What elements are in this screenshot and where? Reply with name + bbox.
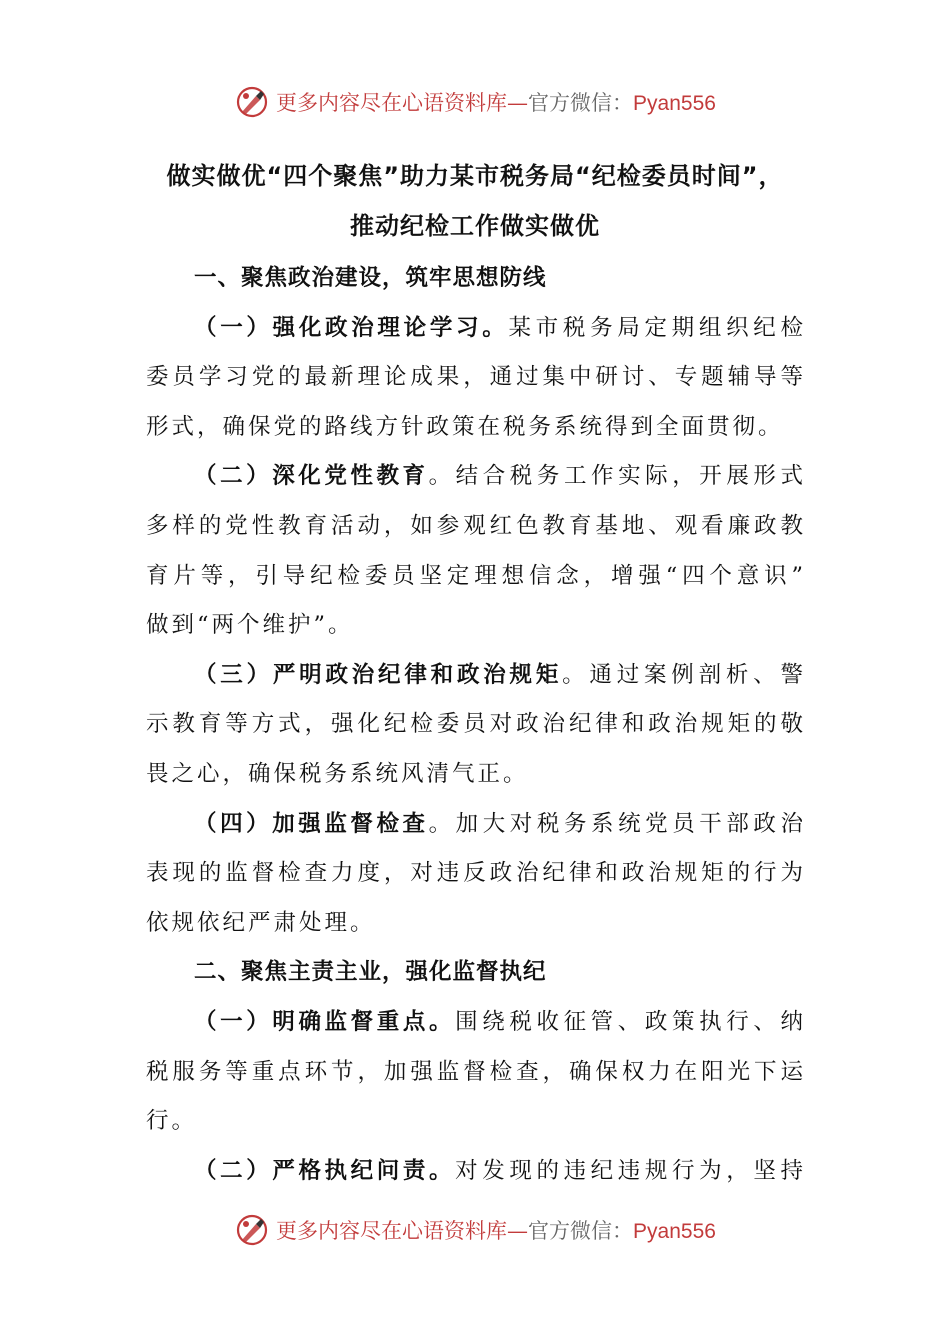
- paragraph-line: 形式，确保党的路线方针政策在税务系统得到全面贯彻。: [146, 413, 784, 440]
- paragraph-line: 表现的监督检查力度，对违反政治纪律和政治规矩的行为: [146, 860, 806, 887]
- paragraph-text: 。通过案例剖析、警: [562, 661, 806, 688]
- paragraph-text: 对发现的违纪违规行为，坚持: [455, 1157, 806, 1184]
- document-title-line1: 做实做优“四个聚焦”助力某市税务局“纪检委员时间”，: [166, 162, 784, 190]
- watermark-dash: —: [507, 91, 529, 115]
- paragraph-lead: （三）严明政治纪律和政治规矩: [194, 661, 563, 688]
- watermark-wechat-id: Pyan556: [633, 92, 716, 115]
- paragraph-lead: （二）严格执纪问责。: [194, 1157, 456, 1184]
- watermark-official: 官方微信：: [528, 91, 634, 115]
- document-title-line2: 推动纪检工作做实做优: [350, 212, 600, 240]
- paragraph-line: 示教育等方式，强化纪检委员对政治纪律和政治规矩的敬: [146, 711, 806, 738]
- paragraph-lead: （一）强化政治理论学习。: [194, 314, 509, 341]
- paragraph-line: [146, 452, 806, 502]
- paragraph-line: [146, 998, 806, 1048]
- paragraph-line: 育片等，引导纪检委员坚定理想信念，增强“四个意识”: [146, 562, 806, 589]
- paragraph-line: 畏之心，确保税务系统风清气正。: [146, 760, 529, 787]
- section-heading-1: 一、聚焦政治建设，筑牢思想防线: [194, 265, 547, 291]
- paragraph-line: 行。: [146, 1108, 198, 1135]
- paragraph-line: 依规依纪严肃处理。: [146, 909, 376, 936]
- watermark-wechat-id: Pyan556: [633, 1220, 716, 1243]
- paragraph-line: 税服务等重点环节，加强监督检查，确保权力在阳光下运: [146, 1058, 806, 1085]
- paragraph-line: 多样的党性教育活动，如参观红色教育基地、观看廉政教: [146, 512, 806, 539]
- watermark-logo-icon: [234, 1212, 270, 1248]
- paragraph-text: 某市税务局定期组织纪检: [508, 314, 806, 341]
- watermark-official: 官方微信：: [528, 1219, 634, 1243]
- paragraph-text: 。结合税务工作实际，开展形式: [428, 463, 806, 490]
- watermark-library: 更多内容尽在心语资料库: [276, 91, 508, 115]
- watermark-logo-icon: [234, 84, 270, 120]
- paragraph-line: [146, 1147, 806, 1197]
- watermark-dash: —: [507, 1219, 529, 1243]
- watermark-text: [276, 1215, 716, 1245]
- section-heading-2: 二、聚焦主责主业，强化监督执纪: [194, 959, 547, 986]
- watermark-library: 更多内容尽在心语资料库: [276, 1219, 508, 1243]
- watermark-bottom: [0, 1212, 950, 1252]
- paragraph-text: 。加大对税务系统党员干部政治: [428, 810, 806, 837]
- paragraph-line: [146, 800, 806, 850]
- paragraph-line: 做到“两个维护”。: [146, 612, 354, 639]
- paragraph-lead: （二）深化党性教育: [194, 463, 429, 490]
- paragraph-line: [146, 651, 806, 701]
- paragraph-lead: （四）加强监督检查: [194, 810, 429, 837]
- paragraph-line: [146, 304, 806, 354]
- watermark-top: [0, 84, 950, 124]
- paragraph-line: 委员学习党的最新理论成果，通过集中研讨、专题辅导等: [146, 364, 806, 391]
- document-body: [146, 254, 806, 1196]
- paragraph-text: 围绕税收征管、政策执行、纳: [455, 1008, 806, 1035]
- watermark-text: [276, 87, 716, 117]
- paragraph-lead: （一）明确监督重点。: [194, 1008, 456, 1035]
